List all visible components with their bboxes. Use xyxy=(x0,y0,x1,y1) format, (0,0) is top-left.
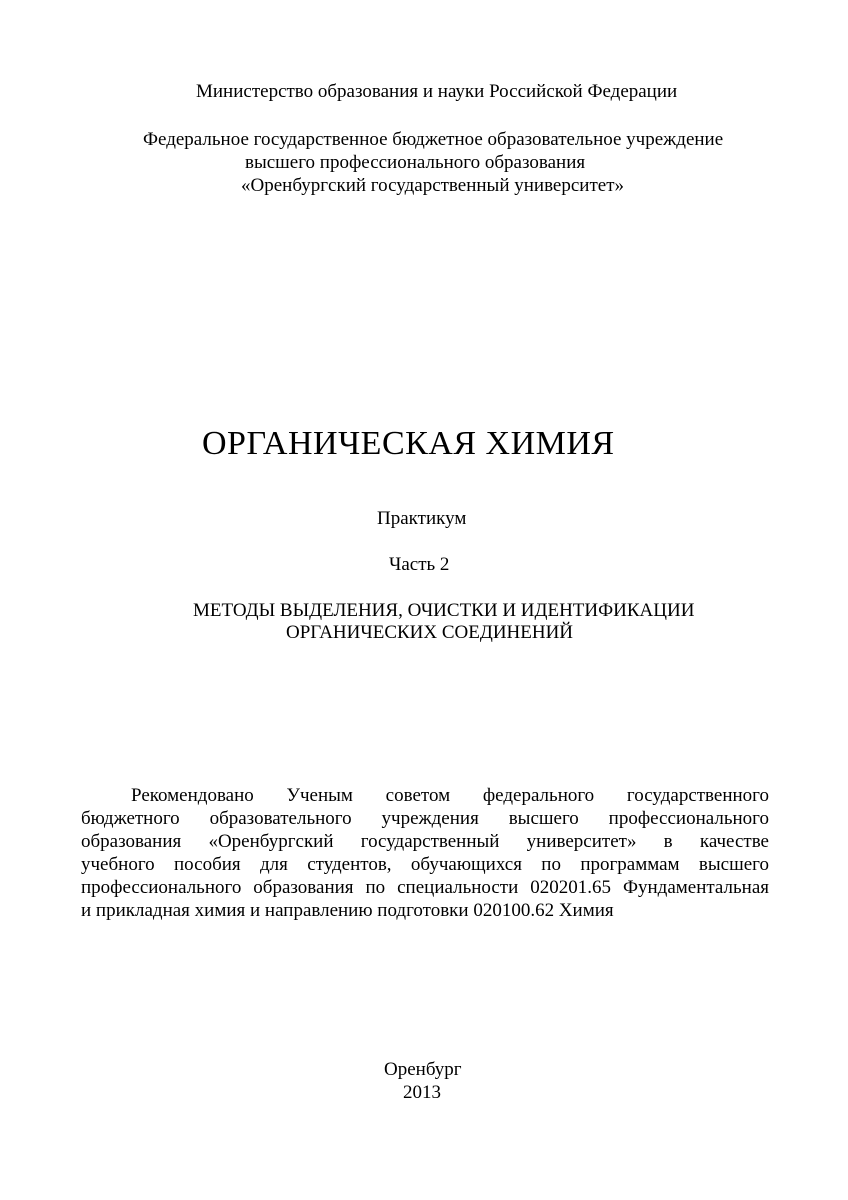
document-subtitle: Практикум xyxy=(377,508,467,529)
publication-city: Оренбург xyxy=(384,1059,462,1080)
document-title: ОРГАНИЧЕСКАЯ ХИМИЯ xyxy=(202,425,615,462)
institution-line: Федеральное государственное бюджетное образовательное учреждение xyxy=(143,129,724,150)
section-title-line: МЕТОДЫ ВЫДЕЛЕНИЯ, ОЧИСТКИ И ИДЕНТИФИКАЦИИ xyxy=(193,600,695,621)
recommendation-paragraph xyxy=(81,784,769,922)
recommendation-line: и прикладная химия и направлению подготовки 020100.62 Химия xyxy=(81,900,614,921)
recommendation-line: профессионального образования по специальности 020201.65 Фундаментальная xyxy=(81,877,769,898)
recommendation-line: учебного пособия для студентов, обучающихся по программам высшего xyxy=(81,854,769,875)
recommendation-line: образования «Оренбургский государственный университет» в качестве xyxy=(81,831,769,852)
institution-line: «Оренбургский государственный университет» xyxy=(241,175,625,196)
part-number: Часть 2 xyxy=(389,554,450,575)
ministry-name: Министерство образования и науки Российской Федерации xyxy=(196,81,678,102)
section-title-line: ОРГАНИЧЕСКИХ СОЕДИНЕНИЙ xyxy=(286,622,574,643)
institution-line: высшего профессионального образования xyxy=(245,152,586,173)
recommendation-line: Рекомендовано Ученым советом федерального государственного xyxy=(131,785,769,806)
recommendation-line: бюджетного образовательного учреждения высшего профессионального xyxy=(81,808,769,829)
publication-year: 2013 xyxy=(403,1082,441,1103)
